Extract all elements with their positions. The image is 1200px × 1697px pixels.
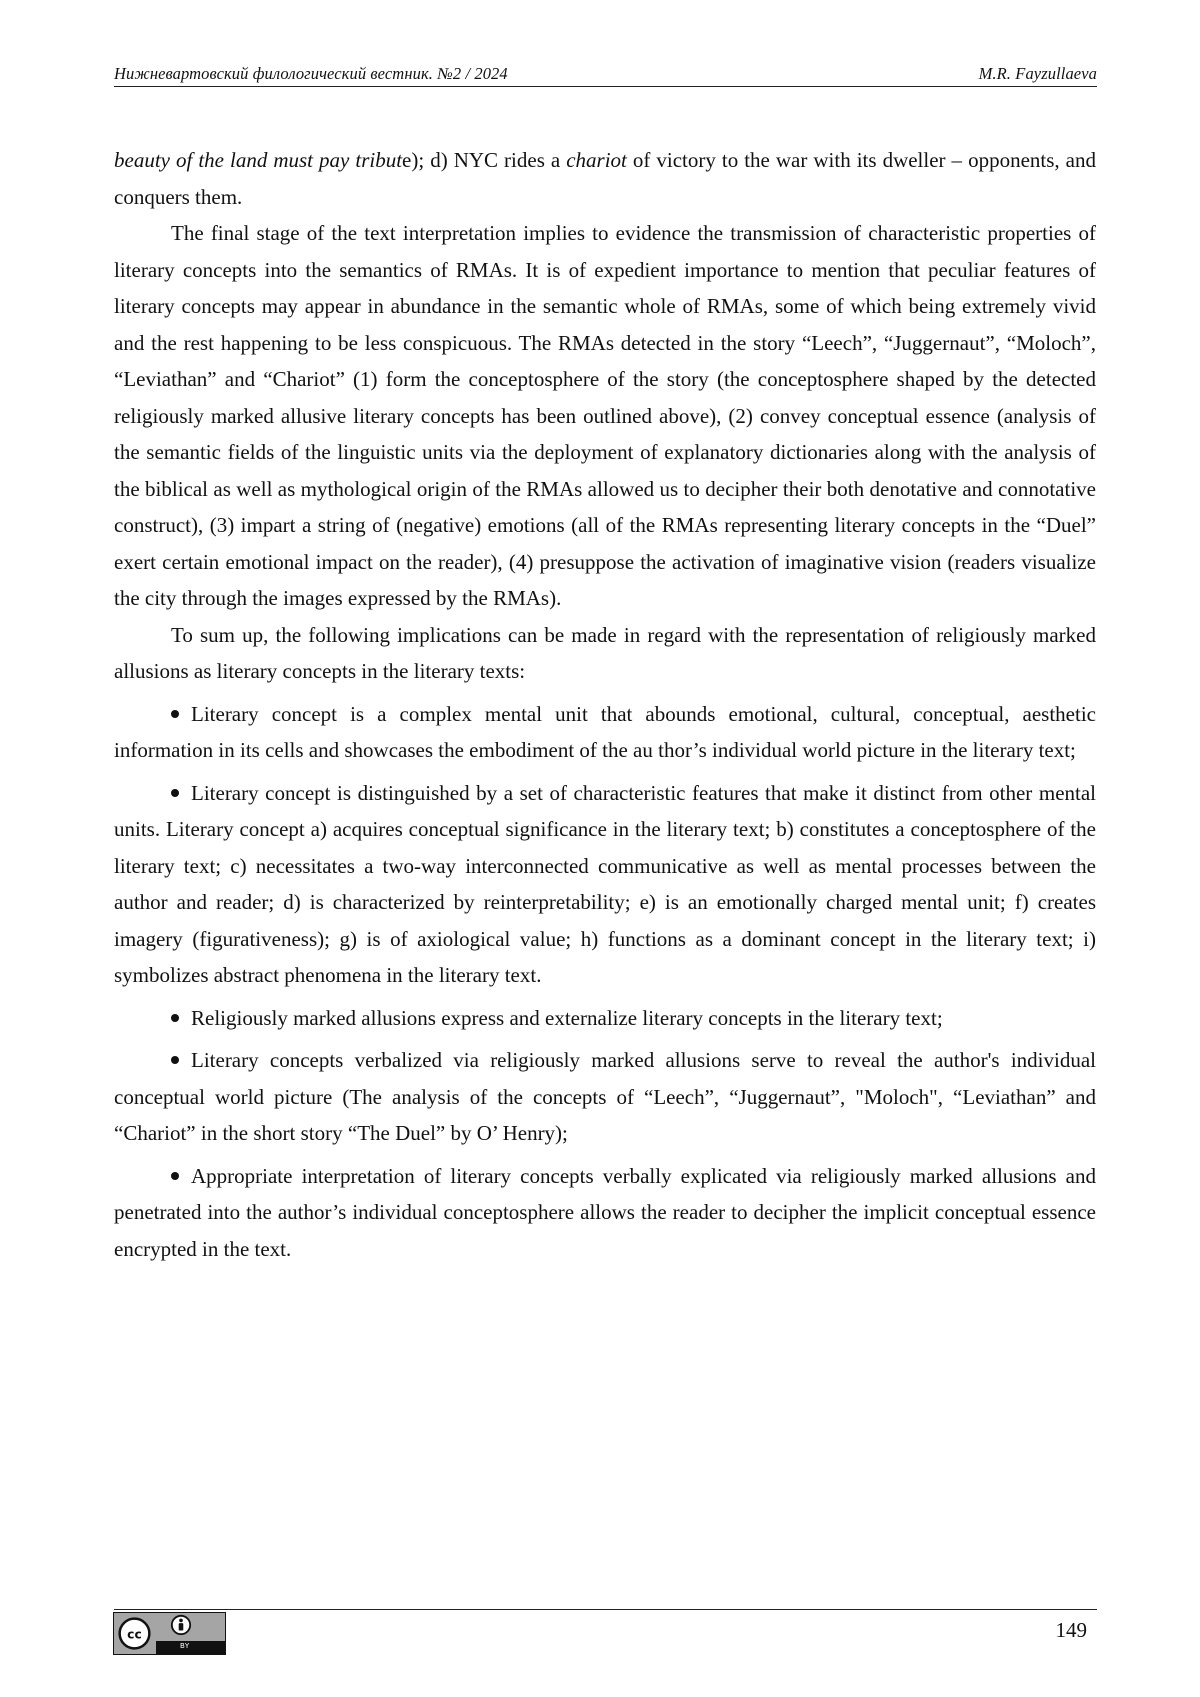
list-item bbox=[114, 696, 1096, 769]
list-item-text: Literary concepts verbalized via religiously marked allusions serve to reveal the author's individual conceptual world picture (The analysis of the concepts of “Leech”, “Juggernaut”, "Moloch", “Leviathan” and “Chariot” in the short story “The Duel” by O’ Henry); bbox=[114, 1048, 1096, 1145]
bullet-icon bbox=[171, 1014, 179, 1022]
list-item bbox=[114, 1042, 1096, 1152]
list-item-text: Literary concept is distinguished by a set of characteristic features that make it distinct from other mental units. Literary concept a) acquires conceptual significance in the literary text; b) constitutes a conceptosphere of the literary text; c) necessitates a two-way interconnected communicative as well as mental processes between the author and reader; d) is characterized by reinterpretability; e) is an emotionally charged mental unit; f) creates imagery (figurativeness); g) is of axiological value; h) functions as a dominant concept in the literary text; i) symbolizes abstract phenomena in the literary text. bbox=[114, 780, 1096, 987]
paragraph-final-stage: The final stage of the text interpretation implies to evidence the transmission of characteristic properties of literary concepts into the semantics of RMAs. It is of expedient importance to mention that peculiar features of literary concepts may appear in abundance in the semantic whole of RMAs, some of which being extremely vivid and the rest happening to be less conspicuous. The RMAs detected in the story “Leech”, “Juggernaut”, “Moloch”, “Leviathan” and “Chariot” (1) form the conceptosphere of the story (the conceptosphere shaped by the detected religiously marked allusive literary concepts has been outlined above), (2) convey conceptual essence (analysis of the semantic fields of the linguistic units via the deployment of explanatory dictionaries along with the analysis of the biblical as well as mythological origin of the RMAs allowed us to decipher their both denotative and connotative construct), (3) impart a string of (negative) emotions (all of the RMAs representing literary concepts in the “Duel” exert certain emotional impact on the reader), (4) presuppose the activation of imaginative vision (readers visualize the city through the images expressed by the RMAs). bbox=[114, 221, 1096, 610]
list-item bbox=[114, 1158, 1096, 1268]
paragraph-summary-intro: To sum up, the following implications can be made in regard with the representation of religiously marked allusions as literary concepts in the literary texts: bbox=[114, 622, 1096, 683]
paragraph-continuation bbox=[114, 142, 1096, 215]
bullet-icon bbox=[171, 789, 179, 797]
paragraph-text: of victory to the war with its dweller – opponents, and conquers them. bbox=[114, 148, 1096, 209]
bullet-icon bbox=[171, 1172, 179, 1180]
license-by-label: BY bbox=[180, 1642, 190, 1650]
bullet-icon bbox=[171, 710, 179, 718]
by-attribution-icon bbox=[170, 1614, 192, 1636]
license-strip bbox=[156, 1641, 225, 1654]
italic-phrase-tribute: beauty of the land must pay tribut bbox=[114, 148, 403, 172]
author-name: M.R. Fayzullaeva bbox=[978, 64, 1097, 83]
article-body bbox=[114, 142, 1096, 1267]
journal-title: Нижневартовский филологический вестник. №2 / 2024 bbox=[114, 64, 508, 83]
cc-icon bbox=[118, 1617, 151, 1650]
list-item bbox=[114, 775, 1096, 994]
list-item-text: Literary concept is a complex mental unit that abounds emotional, cultural, conceptual, aesthetic information in its cells and showcases the embodiment of the au thor’s individual world picture in the literary text; bbox=[114, 701, 1096, 762]
list-item bbox=[114, 1000, 1096, 1037]
paragraph-text: e); d) NYC rides a bbox=[402, 148, 567, 172]
list-item-text: Appropriate interpretation of literary concepts verbally explicated via religiously marked allusions and penetrated into the author’s individual conceptosphere allows the reader to decipher the implicit conceptual essence encrypted in the text. bbox=[114, 1163, 1096, 1261]
running-header bbox=[114, 62, 1097, 87]
list-item-text: Religiously marked allusions express and externalize literary concepts in the literary text; bbox=[191, 1005, 943, 1030]
cc-by-license-badge bbox=[113, 1612, 226, 1655]
bullet-icon bbox=[171, 1056, 179, 1064]
italic-word-chariot: chariot bbox=[566, 148, 627, 172]
page-number: 149 bbox=[1055, 1618, 1087, 1642]
svg-text:cc: cc bbox=[127, 1627, 142, 1642]
footer-rule bbox=[114, 1609, 1097, 1610]
